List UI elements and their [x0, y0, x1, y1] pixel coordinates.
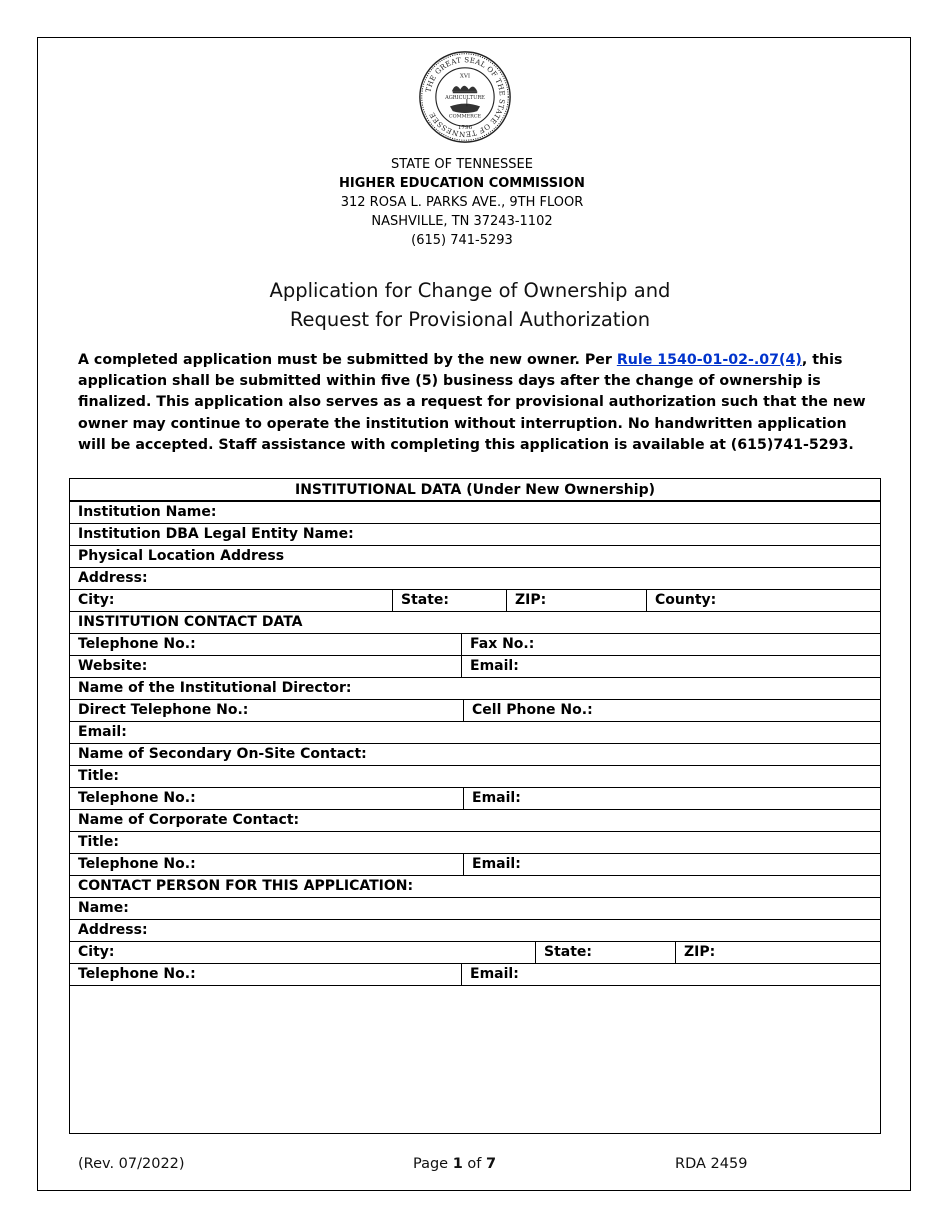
form-id: RDA 2459 [675, 1156, 748, 1172]
secondary-phone-email-row [70, 788, 880, 810]
state-name: STATE OF TENNESSEE [391, 157, 533, 172]
director-name-field[interactable]: Name of the Institutional Director: [78, 680, 352, 696]
corporate-contact-field[interactable]: Name of Corporate Contact: [78, 812, 300, 828]
secondary-title-row [70, 766, 880, 788]
cell-phone-field[interactable]: Cell Phone No.: [463, 700, 880, 721]
city-state-zip-county-row [70, 590, 880, 612]
instructions-text-start: A completed application must be submitted by the new owner. Per [78, 352, 617, 368]
contact-state-field[interactable]: State: [535, 942, 675, 963]
agency-phone: (615) 741-5293 [411, 233, 513, 248]
application-contact-label: CONTACT PERSON FOR THIS APPLICATION: [78, 878, 414, 894]
physical-location-label: Physical Location Address [78, 548, 285, 564]
institution-name-row [70, 502, 880, 524]
street-address: 312 ROSA L. PARKS AVE., 9TH FLOOR [340, 195, 584, 210]
rule-link[interactable]: Rule 1540-01-02-.07(4) [616, 352, 802, 368]
institution-name-field[interactable]: Institution Name: [78, 504, 217, 520]
instructions-paragraph [78, 350, 878, 456]
website-email-row [70, 656, 880, 678]
dba-name-field[interactable]: Institution DBA Legal Entity Name: [78, 526, 354, 542]
fax-field[interactable]: Fax No.: [461, 634, 880, 655]
page-total: 7 [486, 1156, 497, 1172]
contact-telephone-field[interactable]: Telephone No.: [78, 966, 196, 982]
svg-text:AGRICULTURE: AGRICULTURE [445, 94, 485, 101]
agency-name: HIGHER EDUCATION COMMISSION [339, 176, 585, 191]
physical-location-row [70, 546, 880, 568]
contact-city-state-zip-row [70, 942, 880, 964]
svg-text:XVI: XVI [459, 73, 471, 80]
contact-zip-field[interactable]: ZIP: [675, 942, 880, 963]
title-line-2: Request for Provisional Authorization [289, 308, 651, 331]
address-row [70, 568, 880, 590]
form-section-header: INSTITUTIONAL DATA (Under New Ownership) [70, 479, 880, 502]
page-prefix: Page [413, 1156, 453, 1172]
contact-city-field[interactable]: City: [78, 944, 115, 960]
director-email-field[interactable]: Email: [78, 724, 127, 740]
corporate-telephone-field[interactable]: Telephone No.: [78, 856, 196, 872]
title-line-1: Application for Change of Ownership and [269, 279, 671, 302]
contact-phone-email-row [70, 964, 880, 986]
contact-address-field[interactable]: Address: [78, 922, 148, 938]
city-state-zip: NASHVILLE, TN 37243-1102 [371, 214, 553, 229]
svg-text:THE GREAT SEAL OF THE STATE OF: THE GREAT SEAL OF THE STATE OF TENNESSEE [423, 55, 507, 139]
contact-address-row [70, 920, 880, 942]
website-field[interactable]: Website: [78, 658, 148, 674]
page-number [413, 1154, 496, 1174]
email-field[interactable]: Email: [461, 656, 880, 677]
telephone-fax-row [70, 634, 880, 656]
blank-form-area [70, 986, 880, 1133]
corporate-phone-email-row [70, 854, 880, 876]
institutional-data-form [69, 478, 881, 1134]
zip-field[interactable]: ZIP: [506, 590, 646, 611]
svg-text:1796: 1796 [457, 124, 473, 131]
secondary-contact-row [70, 744, 880, 766]
secondary-email-field[interactable]: Email: [463, 788, 880, 809]
contact-name-row [70, 898, 880, 920]
secondary-telephone-field[interactable]: Telephone No.: [78, 790, 196, 806]
telephone-field[interactable]: Telephone No.: [78, 636, 196, 652]
revision-date: (Rev. 07/2022) [78, 1156, 185, 1172]
contact-data-label: INSTITUTION CONTACT DATA [78, 614, 303, 630]
svg-text:COMMERCE: COMMERCE [448, 113, 482, 120]
direct-telephone-field[interactable]: Direct Telephone No.: [78, 702, 249, 718]
state-field[interactable]: State: [392, 590, 506, 611]
secondary-contact-field[interactable]: Name of Secondary On-Site Contact: [78, 746, 367, 762]
contact-name-field[interactable]: Name: [78, 900, 129, 916]
instructions-text-end: , this application shall be submitted within five (5) business days after the change of ownership is finalized. This application also serves as a request for provisional authorization such that the new owner may continue to operate the institution without interruption. No handwritten application will be accepted. Staff assistance with completing this application is available at (615)741-5293. [78, 352, 866, 453]
document-title [0, 276, 940, 334]
director-email-row [70, 722, 880, 744]
application-contact-row [70, 876, 880, 898]
agency-header [0, 155, 924, 250]
page-of: of [462, 1156, 487, 1172]
contact-data-row [70, 612, 880, 634]
corporate-email-field[interactable]: Email: [463, 854, 880, 875]
county-field[interactable]: County: [646, 590, 880, 611]
secondary-title-field[interactable]: Title: [78, 768, 119, 784]
corporate-title-row [70, 832, 880, 854]
director-name-row [70, 678, 880, 700]
dba-name-row [70, 524, 880, 546]
city-field[interactable]: City: [78, 592, 115, 608]
direct-cell-phone-row [70, 700, 880, 722]
contact-email-field[interactable]: Email: [461, 964, 880, 985]
corporate-contact-row [70, 810, 880, 832]
tennessee-state-seal-icon [418, 50, 512, 144]
address-field[interactable]: Address: [78, 570, 148, 586]
page-current: 1 [452, 1156, 463, 1172]
corporate-title-field[interactable]: Title: [78, 834, 119, 850]
